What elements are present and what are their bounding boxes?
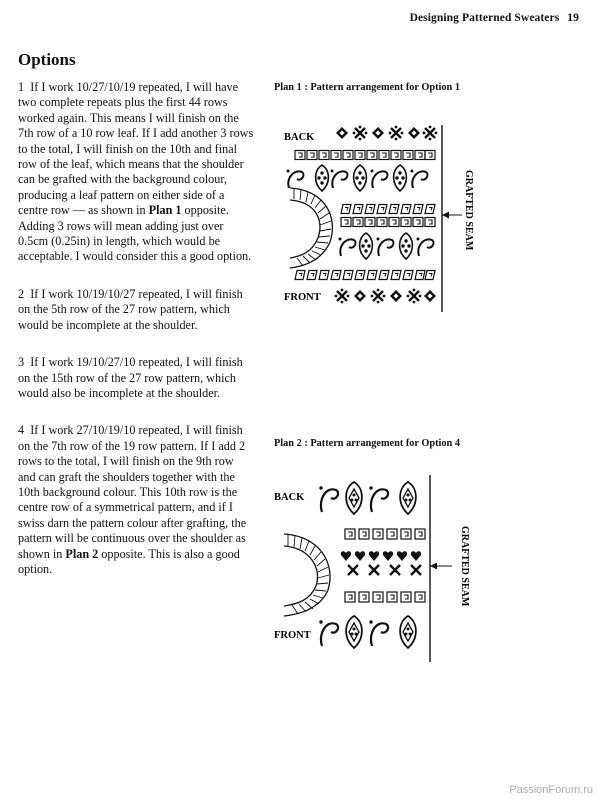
- plan-2-caption: Plan 2 : Pattern arrangement for Option 4: [274, 438, 460, 449]
- plan-1-caption: Plan 1 : Pattern arrangement for Option 1: [274, 82, 460, 93]
- plan-reference: Plan 2: [65, 546, 99, 561]
- plan-2-top-motif-row: [319, 482, 416, 514]
- plan-1-seam-label: GRAFTED SEAM: [463, 170, 474, 251]
- option-text-end: opposite. This is also a good option.: [18, 546, 240, 576]
- option-paragraph-2: [18, 287, 254, 333]
- plan-2-bottom-motif-row: [319, 616, 416, 648]
- plan-1-neckline: [290, 188, 332, 268]
- plan-2-arrowhead: [430, 563, 437, 570]
- option-text-end: opposite. Adding 3 rows will mean adding just over 0.5cm (0.25in) in length, which would be acceptable. I would consider this a good option.: [18, 203, 252, 264]
- plan-2-svg: [270, 470, 485, 670]
- plan-2-diagram: [270, 470, 485, 670]
- running-title: Designing Patterned Sweaters: [409, 12, 560, 24]
- running-head: [410, 12, 579, 24]
- plan-1-front-label: FRONT: [284, 292, 321, 303]
- plan-2-neckline: [284, 534, 330, 616]
- plan-1-arrowhead: [442, 212, 449, 219]
- option-text: If I work 10/19/10/27 repeated, I will finish on the 5th row of the 27 row pattern, which would be incomplete at the shoulder.: [18, 286, 243, 332]
- option-number: 1: [18, 80, 25, 94]
- plan-1-border-row-top: [295, 151, 435, 160]
- plan-1-top-edging: [336, 126, 437, 141]
- plan-reference: Plan 1: [148, 203, 182, 218]
- option-text: If I work 10/27/10/19 repeated, I will have two complete repeats plus the first 44 rows worked again. This means I will finish on the 7th row of a 10 row leaf. If I add another 3 rows to the total, I will finish on the 10th and final row of the leaf, which means that the shoulder can be grafted with the background colour, producing a leaf pattern on either side of a centre row — as shown in: [18, 80, 254, 218]
- plan-1-leaf-row-lower: [339, 233, 434, 259]
- option-paragraph-1: [18, 80, 254, 265]
- plan-1-back-label: BACK: [284, 132, 315, 143]
- plan-1-border-row-bottom: [295, 271, 435, 280]
- options-text: [18, 80, 254, 599]
- option-paragraph-4: [18, 423, 254, 577]
- plan-2-seam-label: GRAFTED SEAM: [459, 526, 470, 607]
- plan-2-back-label: BACK: [274, 492, 305, 503]
- option-text: If I work 27/10/19/10 repeated, I will finish on the 7th row of the 19 row pattern. If I add 2 rows to the total, I will finish on the 9th row and can graft the shoulders together with the 10th background colour. This 10th row is the centre row of a symmetrical pattern, and if I swiss darn the pattern colour after grafting, the pattern will be continuous over the shoulder as shown in: [18, 423, 247, 561]
- plan-2-front-label: FRONT: [274, 630, 311, 641]
- plan-2-centre-row: [341, 551, 421, 575]
- option-number: 3: [18, 355, 25, 370]
- option-number: 2: [18, 286, 25, 301]
- option-text: If I work 19/10/27/10 repeated, I will finish on the 15th row of the 27 row pattern, which would also be incomplete at the shoulder.: [18, 355, 243, 400]
- plan-1-leaf-row-upper: [287, 165, 428, 191]
- page-number: 19: [567, 12, 579, 24]
- section-title: Options: [18, 50, 76, 69]
- plan-1-svg: [270, 120, 485, 320]
- option-paragraph-3: [18, 355, 254, 401]
- plan-2-border-row-bottom: [345, 592, 425, 602]
- plan-1-diagram: [270, 120, 485, 320]
- plan-2-border-row-top: [345, 529, 425, 539]
- plan-1-centre-row: [341, 205, 435, 227]
- option-number: 4: [18, 423, 25, 438]
- watermark: PassionForum.ru: [509, 784, 593, 796]
- plan-1-bottom-edging: [335, 289, 436, 304]
